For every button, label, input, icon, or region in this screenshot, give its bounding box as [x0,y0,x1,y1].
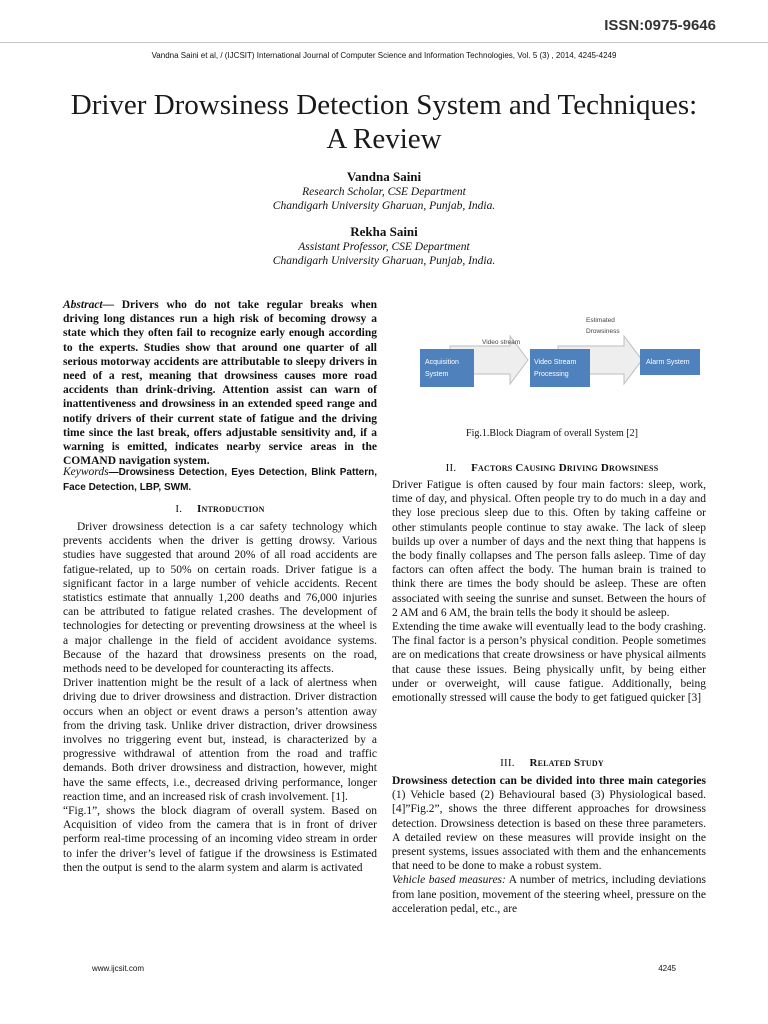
factors-body [392,478,706,705]
block-diagram-figure [398,306,714,420]
box2-label-line2: Processing [534,371,569,378]
related-study-body [392,774,706,916]
author-2-role: Assistant Professor, CSE Department [298,241,470,253]
page-number: 4245 [658,964,676,973]
vehicle-measures-label: Vehicle based measures: [392,874,506,887]
related-p2-text: A number of metrics, including deviations from lane position, movement of the steering wheel, pressure on the acceleration pedal, etc., are [392,874,706,915]
introduction-body [63,520,377,875]
video-stream-processing-box [530,349,590,387]
box3-label: Alarm System [646,359,690,366]
section-heading-factors [392,462,712,474]
intro-paragraph-2: Driver inattention might be the result of a lack of alertness when driving due to driver drowsiness and distraction. Driver distraction occurs when an object or event draws a person’s attention away from the driving task. Unlike driver distraction, driver drowsiness involves no triggering event but, instead, is characterized by a progressive withdrawal of attention from the road and traffic demands. Both driver drowsiness and distraction, however, might have the same effects, i.e., decreased driving performance, longer reaction time, and an increased risk of crash involvement. [1]. [63,677,377,803]
box1-label-line1: Acquisition [425,359,459,366]
keywords [63,465,377,495]
related-paragraph-2 [392,873,706,916]
section-2-title: Factors Causing Driving Drowsiness [471,462,659,474]
related-lead: Drowsiness detection can be divided into three main categories [392,775,706,787]
factors-paragraph-1: Driver Fatigue is often caused by four main factors: sleep, work, time of day, and physical. Often people try to do much in a day and they lose precious sleep due to this. Often by taking caffeine or other stimulants people continue to stay awake. The lack of sleep builds up over a number of days and the next thing that happens is the body finally collapses and The person falls asleep. Time of day factors can often affect the body. The human brain is trained to think there are times the body should be asleep. These are often associated with seeing the sunrise and sunset. Between the hours of 2 AM and 6 AM, the brain tells the body it should be asleep. [392,479,706,619]
abstract-label: Abstract— [63,299,115,311]
acquisition-system-box [420,349,474,387]
author-1-name: Vandna Saini [346,169,422,184]
abstract [63,298,377,468]
box2-label-line1: Video Stream [534,359,577,366]
section-heading-introduction [63,503,377,515]
keywords-text: —Drowsiness Detection, Eyes Detection, Blink Pattern, Face Detection, LBP, SWM. [63,467,377,494]
related-p1-text: (1) Vehicle based (2) Behavioural based (3) Physiological based. [4]”Fig.2”, shows the three different approaches for drowsiness detection. Drowsiness detection is based on these three parameters. A detailed review on these measures will provide insight on the present systems, issues associated with them and the enhancements that need to be done to make a robust system. [392,789,706,873]
author-2-name: Rekha Saini [350,224,418,239]
author-1-affiliation: Chandigarh University Gharuan, Punjab, India. [272,200,496,212]
footer-url: www.ijcsit.com [92,964,145,973]
section-2-number: II. [445,462,457,474]
keywords-label: Keywords [63,466,109,478]
arrow2-label-line2: Drowsiness [586,328,620,335]
paper-title: Driver Drowsiness Detection System and Techniques: A Review [70,89,698,155]
section-3-number: III. [500,757,515,769]
issn-label: ISSN:0975-9646 [604,17,716,34]
section-1-number: I. [175,503,183,515]
header-rule [0,42,768,43]
arrow1-label: Video stream [482,339,521,346]
intro-paragraph-3: “Fig.1”, shows the block diagram of overall system. Based on Acquisition of video from the camera that is in front of driver perform real-time processing of an incoming video stream in order to infer the driver’s level of fatigue if the drowsiness is Estimated then the output is send to the alarm system and alarm is activated [63,805,377,874]
author-2-affiliation: Chandigarh University Gharuan, Punjab, India. [272,255,496,267]
section-1-title: Introduction [197,503,265,515]
figure-caption: Fig.1.Block Diagram of overall System [2] [466,428,638,439]
journal-header: Vandna Saini et al, / (IJCSIT) International Journal of Computer Science and Information Technologies, Vol. 5 (3) , 2014, 4245-4249 [151,51,617,60]
intro-paragraph-1: Driver drowsiness detection is a car safety technology which prevents accidents when the driver is getting drowsy. Various studies have suggested that around 20% of all road accidents are fatigue-related, up to 50% on certain roads. Driver fatigue is a significant factor in a large number of vehicle accidents. Recent statistics estimate that annually 1,200 deaths and 76,000 injuries can be attributed to fatigue related crashes. The development of technologies for detecting or preventing drowsiness at the wheel is a major challenge in the field of accident avoidance systems. Because of the hazard that drowsiness presents on the road, methods need to be developed for counteracting its affects. [63,521,377,676]
section-heading-related-study [392,757,712,769]
arrow2-label-line1: Estimated [586,317,615,324]
box1-label-line2: System [425,371,449,378]
author-1-role: Research Scholar, CSE Department [302,186,466,198]
abstract-text: Drivers who do not take regular breaks when driving long distances run a high risk of becoming drowsy a state which they often fail to recognize early enough according to the experts. Studies show that around one quarter of all serious motorway accidents are attributable to sleepy drivers in need of a rest, meaning that drowsiness causes more road accidents than drink-driving. Attention assist can warn of inattentiveness and drowsiness in an extended speed range and notify drivers of their current state of fatigue and the driving time since the last break, offers adjustable sensitivity and, if a warning is emitted, indicates nearby service areas in the COMAND navigation system. [63,299,377,468]
related-paragraph-1 [392,774,706,873]
factors-paragraph-2: Extending the time awake will eventually lead to the body crashing. The final factor is a person’s physical condition. People sometimes are on medications that create drowsiness or have physical ailments that cause these issues. Being physically unfit, by being either under or overweight, will cause fatigue. Additionally, being emotionally stressed will cause the body to get fatigued quicker [3] [392,621,706,705]
section-3-title: Related Study [529,757,604,769]
